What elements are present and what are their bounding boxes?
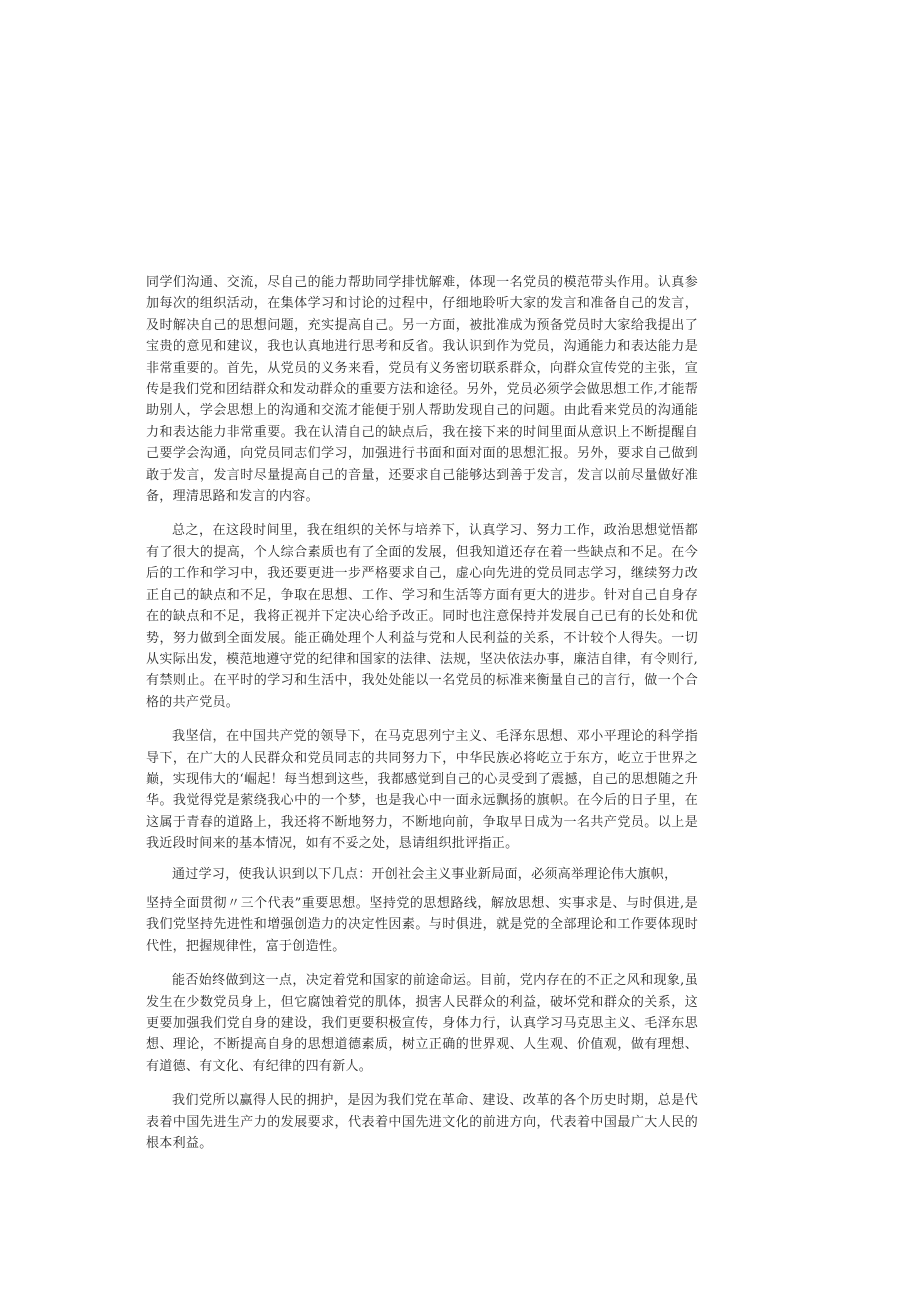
paragraph-support: 我们党所以赢得人民的拥护，是因为我们党在革命、建设、改革的各个历史时期，总是代表着中国先进生产力的发展要求，代表着中国先进文化的前进方向，代表着中国最广大人民的根本利益。: [146, 1093, 698, 1152]
document-body: [146, 272, 698, 1154]
paragraph-learning-points: 通过学习，使我认识到以下几点：开创社会主义事业新局面，必须高举理论伟大旗帜，: [172, 866, 678, 882]
paragraph-party-building: 能否始终做到这一点，决定着党和国家的前途命运。目前，党内存在的不正之风和现象,虽发生在少数党员身上，但它腐蚀着党的肌体，损害人民群众的利益，破坏党和群众的关系，这更要加强我们党自身的建设，我们更要积极宣传，身体力行，认真学习马克思主义、毛泽东思想、理论，不断提高自身的思想道德素质，树立正确的世界观、人生观、价值观，做有理想、有道德、有文化、有纪律的四有新人。: [146, 973, 698, 1074]
paragraph-three-represents: 坚持全面贯彻〃三个代表”重要思想。坚持党的思想路线，解放思想、实事求是、与时俱进,是我们党坚持先进性和增强创造力的决定性因素。与时俱进，就是党的全部理论和工作要体现时代性，把握规律性，富于创造性。: [146, 895, 698, 954]
paragraph-summary: 总之，在这段时间里，我在组织的关怀与培养下，认真学习、努力工作，政治思想觉悟都有了很大的提高，个人综合素质也有了全面的发展，但我知道还存在着一些缺点和不足。在今后的工作和学习中，我还要更进一步严格要求自己，虚心向先进的党员同志学习，继续努力改正自己的缺点和不足，争取在思想、工作、学习和生活等方面有更大的进步。针对自己自身存在的缺点和不足，我将正视并下定决心给予改正。同时也注意保持并发展自己已有的长处和优势，努力做到全面发展。能正确处理个人利益与党和人民利益的关系，不计较个人得失。一切从实际出发，模范地遵守党的纪律和国家的法律、法规，坚决依法办事，廉洁自律，有令则行,有禁则止。在平时的学习和生活中，我处处能以一名党员的标准来衡量自己的言行，做一个合格的共产党员。: [146, 523, 698, 710]
paragraph-belief: 我坚信，在中国共产党的领导下，在马克思列宁主义、毛泽东思想、邓小平理论的科学指导下，在广大的人民群众和党员同志的共同努力下，中华民族必将屹立于东方，屹立于世界之巅，实现伟大的‘崛起！每当想到这些，我都感觉到自己的心灵受到了震撼，自己的思想随之升华。我觉得党是萦绕我心中的一个梦，也是我心中一面永远飘扬的旗帜。在今后的日子里，在这属于青春的道路上，我还将不断地努力，不断地向前，争取早日成为一名共产党员。以上是我近段时间来的基本情况，如有不妥之处，恳请组织批评指正。: [146, 729, 698, 852]
paragraph-communication: 同学们沟通、交流，尽自己的能力帮助同学排忧解难，体现一名党员的模范带头作用。认真参加每次的组织活动，在集体学习和讨论的过程中，仔细地聆听大家的发言和准备自己的发言，及时解决自己的思想问题，充实提高自己。另一方面，被批准成为预备党员时大家给我提出了宝贵的意见和建议，我也认真地进行思考和反省。我认识到作为党员，沟通能力和表达能力是非常重要的。首先，从党员的义务来看，党员有义务密切联系群众，向群众宣传党的主张，宣传是我们党和团结群众和发动群众的重要方法和途径。另外，党员必须学会做思想工作,才能帮助别人，学会思想上的沟通和交流才能便于别人帮助发现自己的问题。由此看来党员的沟通能力和表达能力非常重要。我在认清自己的缺点后，我在接下来的时间里面从意识上不断提醒自己要学会沟通，向党员同志们学习，加强进行书面和面对面的思想汇报。另外，要求自己做到敢于发言，发言时尽量提高自己的音量，还要求自己能够达到善于发言，发言以前尽量做好准备，理清思路和发言的内容。: [146, 275, 698, 505]
